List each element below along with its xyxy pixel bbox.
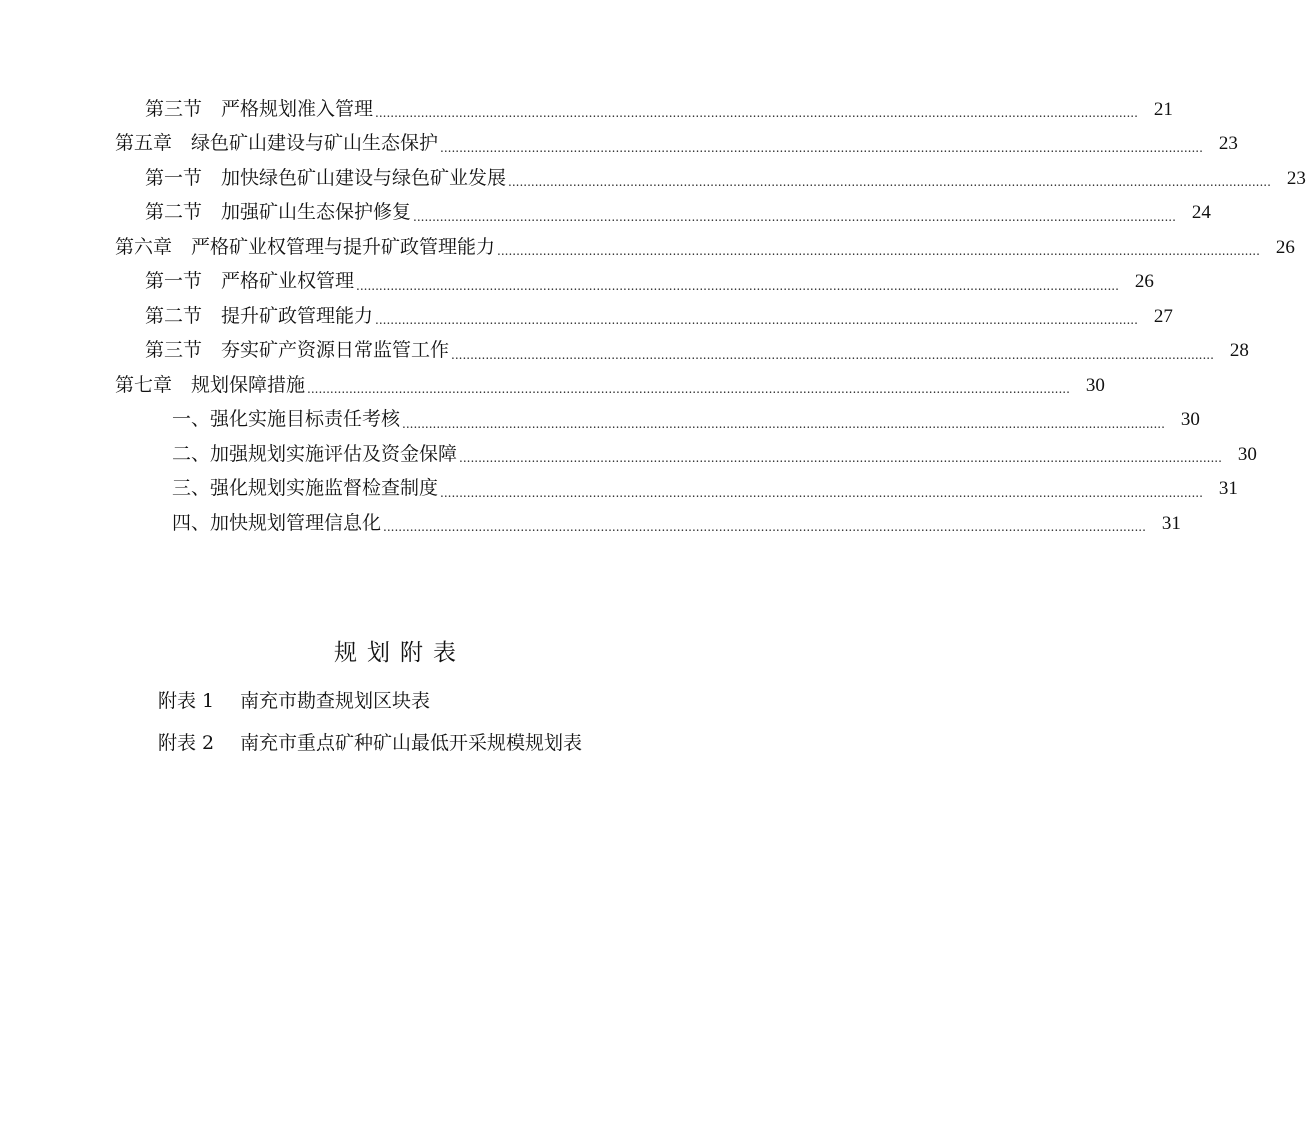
- toc-entry-label: 第六章 严格矿业权管理与提升矿政管理能力: [115, 235, 496, 258]
- appendix-item[interactable]: [158, 678, 718, 720]
- toc-entry-page-number: 31: [1161, 512, 1181, 534]
- appendix-item-title: 南充市勘查规划区块表: [240, 689, 431, 712]
- toc-entry-label: 第一节 严格矿业权管理: [145, 270, 355, 293]
- toc-entry-label: 三、强化规划实施监督检查制度: [172, 477, 439, 500]
- toc-entry-label: 第二节 提升矿政管理能力: [145, 304, 374, 327]
- toc-entry[interactable]: [0, 437, 1257, 472]
- toc-leader-dots: ........................................................................................................................................................................................................: [440, 485, 1203, 500]
- toc-entry[interactable]: [0, 230, 1295, 265]
- toc-entry-page-number: 30: [1085, 374, 1105, 396]
- toc-entry[interactable]: [0, 368, 1105, 403]
- toc-leader-dots: ........................................................................................................................................................................................................: [375, 106, 1138, 121]
- toc-entry-page-number: 26: [1275, 236, 1295, 258]
- toc-entry-label: 第三节 夯实矿产资源日常监管工作: [145, 339, 450, 362]
- toc-entry[interactable]: [0, 127, 1238, 162]
- toc-entry[interactable]: [0, 472, 1238, 507]
- toc-entry-page-number: 27: [1153, 305, 1173, 327]
- appendix-item[interactable]: [158, 720, 718, 762]
- toc-leader-dots: ........................................................................................................................................................................................................: [307, 382, 1070, 397]
- toc-entry-page-number: 24: [1191, 202, 1211, 224]
- toc-entry-page-number: 28: [1229, 340, 1249, 362]
- toc-entry[interactable]: [0, 196, 1211, 231]
- appendix-item-number: 附表 2: [158, 731, 215, 754]
- toc-entry-page-number: 26: [1134, 271, 1154, 293]
- toc-leader-dots: ........................................................................................................................................................................................................: [402, 416, 1165, 431]
- appendix-item-number: 附表 1: [158, 689, 215, 712]
- toc-leader-dots: ........................................................................................................................................................................................................: [459, 451, 1222, 466]
- toc-leader-dots: ........................................................................................................................................................................................................: [383, 520, 1146, 535]
- toc-leader-dots: ........................................................................................................................................................................................................: [440, 140, 1203, 155]
- toc-entry-page-number: 30: [1237, 443, 1257, 465]
- toc-entry[interactable]: [0, 403, 1200, 438]
- toc-leader-dots: ........................................................................................................................................................................................................: [413, 209, 1176, 224]
- toc-leader-dots: ........................................................................................................................................................................................................: [508, 175, 1271, 190]
- toc-entry-label: 二、加强规划实施评估及资金保障: [172, 442, 458, 465]
- toc-leader-dots: ........................................................................................................................................................................................................: [497, 244, 1260, 259]
- toc-entry-label: 第五章 绿色矿山建设与矿山生态保护: [115, 132, 439, 155]
- appendix-item-title: 南充市重点矿种矿山最低开采规模规划表: [240, 731, 583, 754]
- toc-entry-page-number: 21: [1153, 98, 1173, 120]
- toc-entry-label: 一、强化实施目标责任考核: [172, 408, 401, 431]
- toc-entry-page-number: 30: [1180, 409, 1200, 431]
- toc-entry-page-number: 23: [1286, 167, 1306, 189]
- toc-entry-page-number: 23: [1218, 133, 1238, 155]
- toc-entry-page-number: 31: [1218, 478, 1238, 500]
- toc-entry[interactable]: [0, 265, 1154, 300]
- toc-entry[interactable]: [0, 506, 1181, 541]
- toc-entry[interactable]: [0, 92, 1173, 127]
- toc-entry-label: 第三节 严格规划准入管理: [145, 97, 374, 120]
- toc-entry[interactable]: [0, 161, 1306, 196]
- toc-leader-dots: ........................................................................................................................................................................................................: [375, 313, 1138, 328]
- toc-entry-label: 四、加快规划管理信息化: [172, 511, 382, 534]
- appendix-title: 规划附表: [334, 640, 466, 666]
- toc-entry[interactable]: [0, 299, 1173, 334]
- toc-leader-dots: ........................................................................................................................................................................................................: [451, 347, 1214, 362]
- toc-entry-label: 第一节 加快绿色矿山建设与绿色矿业发展: [145, 166, 507, 189]
- toc-entry-label: 第七章 规划保障措施: [115, 373, 306, 396]
- table-of-contents: [0, 92, 1306, 541]
- appendix-list: [158, 678, 718, 762]
- toc-leader-dots: ........................................................................................................................................................................................................: [356, 278, 1119, 293]
- toc-entry-label: 第二节 加强矿山生态保护修复: [145, 201, 412, 224]
- toc-entry[interactable]: [0, 334, 1249, 369]
